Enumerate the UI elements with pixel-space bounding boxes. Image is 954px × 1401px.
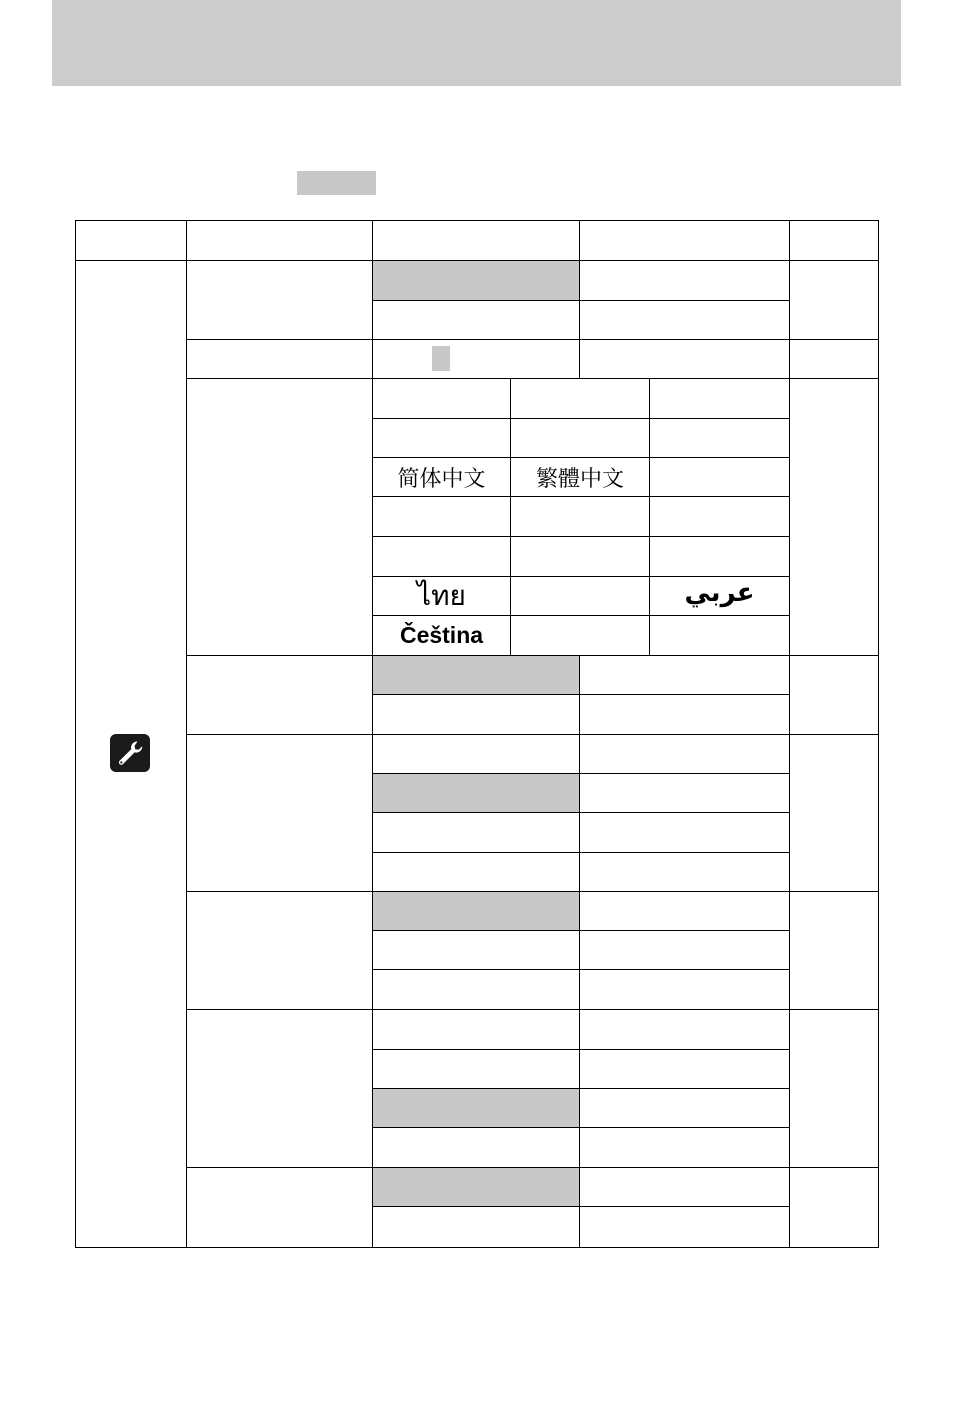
language-czech: Čeština <box>399 621 484 648</box>
wrench-icon <box>110 734 150 772</box>
highlight-cell-small <box>432 346 450 371</box>
language-arabic: عربي <box>684 578 755 608</box>
language-chinese-simplified: 简体中文 <box>397 466 486 492</box>
highlight-cell <box>373 656 579 694</box>
wrench-icon-glyph <box>115 738 145 768</box>
legend-swatch <box>297 171 376 195</box>
highlight-cell <box>373 892 579 930</box>
highlight-cell <box>373 774 579 812</box>
highlight-cell <box>373 1089 579 1127</box>
highlight-cell <box>373 261 579 300</box>
header-band <box>52 0 901 86</box>
language-chinese-traditional: 繁體中文 <box>535 466 624 492</box>
language-thai: ไทย <box>417 579 466 612</box>
highlight-cell <box>373 1168 579 1206</box>
